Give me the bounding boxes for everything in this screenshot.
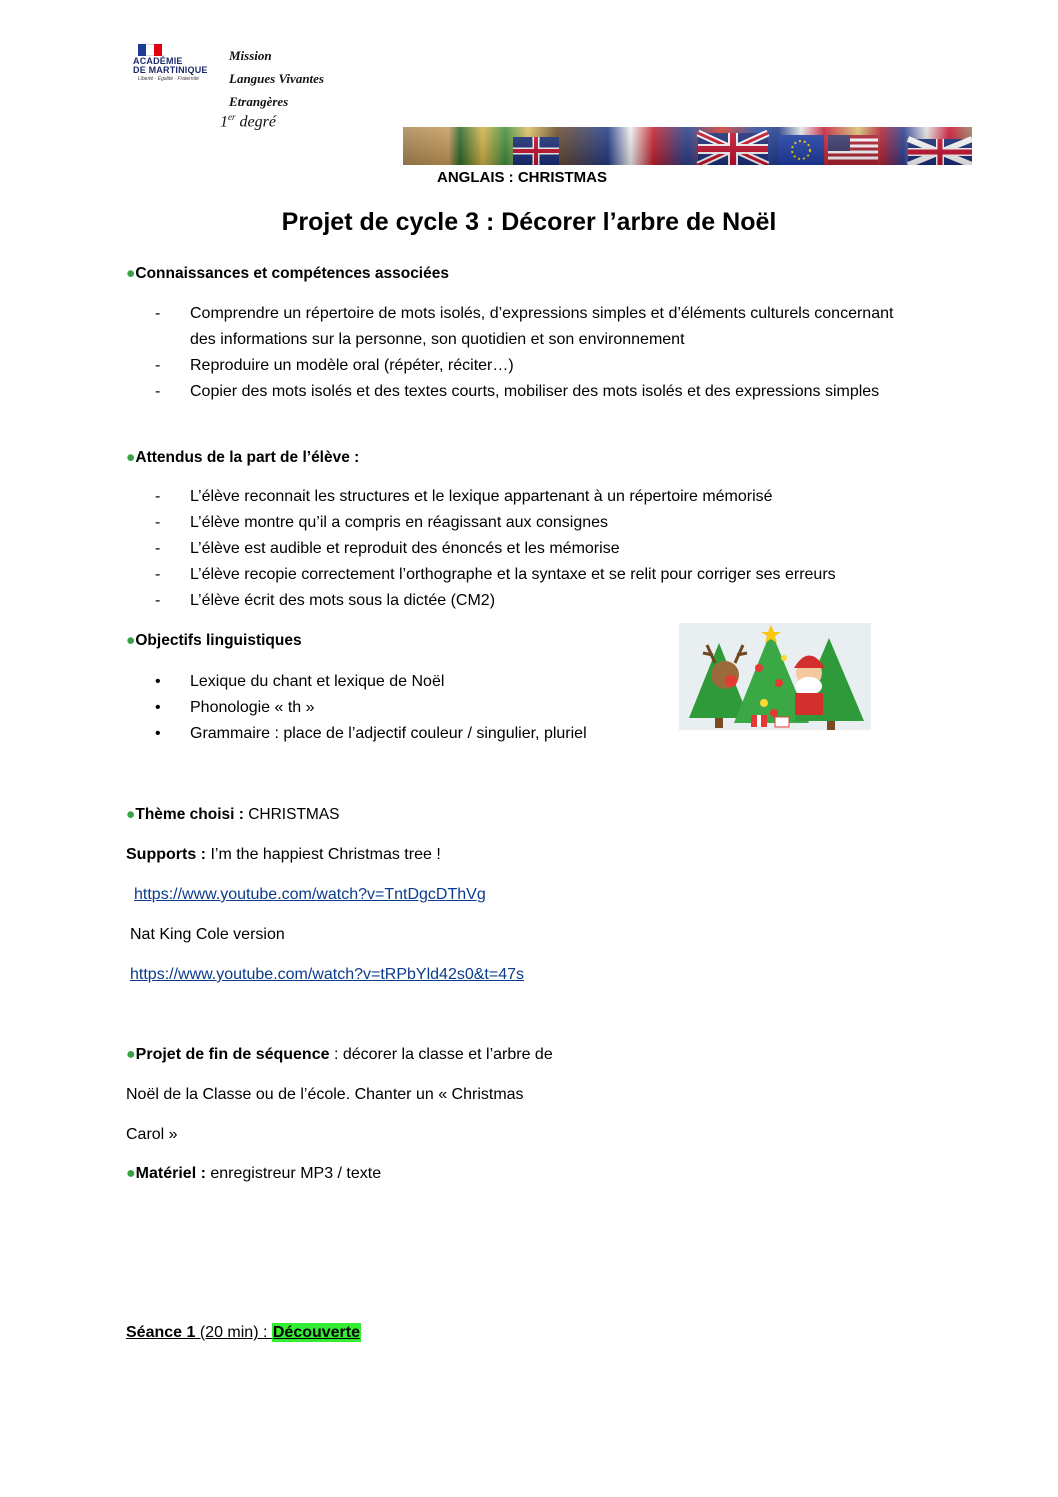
list-item: • Lexique du chant et lexique de Noël	[155, 673, 445, 690]
materiel-line: ●Matériel : enregistreur MP3 / texte	[126, 1165, 382, 1182]
bullet-dot-icon: ●	[126, 449, 136, 466]
list-item: - Comprendre un répertoire de mots isolés, d’expressions simples et d’éléments culturels concernant des informations sur la personne, son quotidien et son environnement	[155, 305, 894, 348]
youtube-link-1[interactable]: https://www.youtube.com/watch?v=TntDgcDThVg	[134, 886, 486, 903]
list-item: - Copier des mots isolés et des textes courts, mobiliser des mots isolés et des expressions simples	[155, 383, 880, 400]
bullet-dot-icon: ●	[126, 806, 136, 823]
list-item: - L’élève reconnait les structures et le lexique appartenant à un répertoire mémorisé	[155, 488, 773, 505]
bullet-dot-icon: ●	[126, 1165, 136, 1182]
list-item: - L’élève écrit des mots sous la dictée (CM2)	[155, 592, 496, 609]
academie-motto: Liberté · Égalité · Fraternité	[138, 76, 199, 82]
academie-logo	[133, 44, 333, 134]
flags-banner-image	[403, 127, 972, 165]
section-heading-objectifs: ●Objectifs linguistiques	[126, 632, 302, 649]
section-heading-competences: ●Connaissances et compétences associées	[126, 265, 449, 282]
version-label: Nat King Cole version	[130, 926, 285, 943]
theme-line: ●Thème choisi : CHRISTMAS	[126, 806, 340, 823]
list-item: - L’élève montre qu’il a compris en réagissant aux consignes	[155, 514, 609, 531]
list-item: - L’élève est audible et reproduit des énoncés et les mémorise	[155, 540, 620, 557]
objectifs-list	[155, 669, 675, 747]
bullet-dot-icon: ●	[126, 632, 136, 649]
mission-title: Mission Langues Vivantes Etrangères	[229, 48, 324, 109]
section-heading-attendus: ●Attendus de la part de l’élève :	[126, 449, 360, 466]
marianne-flag-icon	[138, 44, 162, 56]
bullet-dot-icon: ●	[126, 265, 136, 282]
seance-phase-highlight: Découverte	[272, 1324, 361, 1341]
projet-line-3: Carol »	[126, 1126, 178, 1143]
projet-line-2: Noël de la Classe ou de l’école. Chanter un « Christmas	[126, 1086, 524, 1103]
page-title: Projet de cycle 3 : Décorer l’arbre de Noël	[281, 208, 777, 236]
youtube-link-2[interactable]: https://www.youtube.com/watch?v=tRPbYld42s0&t=47s	[130, 966, 524, 983]
attendus-list	[155, 484, 945, 614]
subject-heading: ANGLAIS : CHRISTMAS	[437, 169, 607, 186]
bullet-dot-icon: ●	[126, 1046, 136, 1063]
list-item: - Reproduire un modèle oral (répéter, réciter…)	[155, 357, 514, 374]
supports-line: Supports : I’m the happiest Christmas tree !	[126, 846, 441, 863]
academie-name: ACADÉMIE DE MARTINIQUE	[133, 56, 208, 75]
competences-list	[155, 301, 915, 405]
santa-icon	[794, 656, 825, 716]
list-item: • Grammaire : place de l’adjectif couleur / singulier, pluriel	[155, 725, 587, 742]
degre-label: 1er degré	[220, 112, 276, 131]
projet-line-1: ●Projet de fin de séquence : décorer la classe et l’arbre de	[126, 1046, 553, 1063]
list-item: • Phonologie « th »	[155, 699, 315, 716]
christmas-trees-illustration	[679, 623, 871, 730]
seance-heading: Séance 1 (20 min) : Découverte	[126, 1324, 361, 1341]
list-item: - L’élève recopie correctement l’orthographe et la syntaxe et se relit pour corriger ses erreurs	[155, 566, 836, 583]
